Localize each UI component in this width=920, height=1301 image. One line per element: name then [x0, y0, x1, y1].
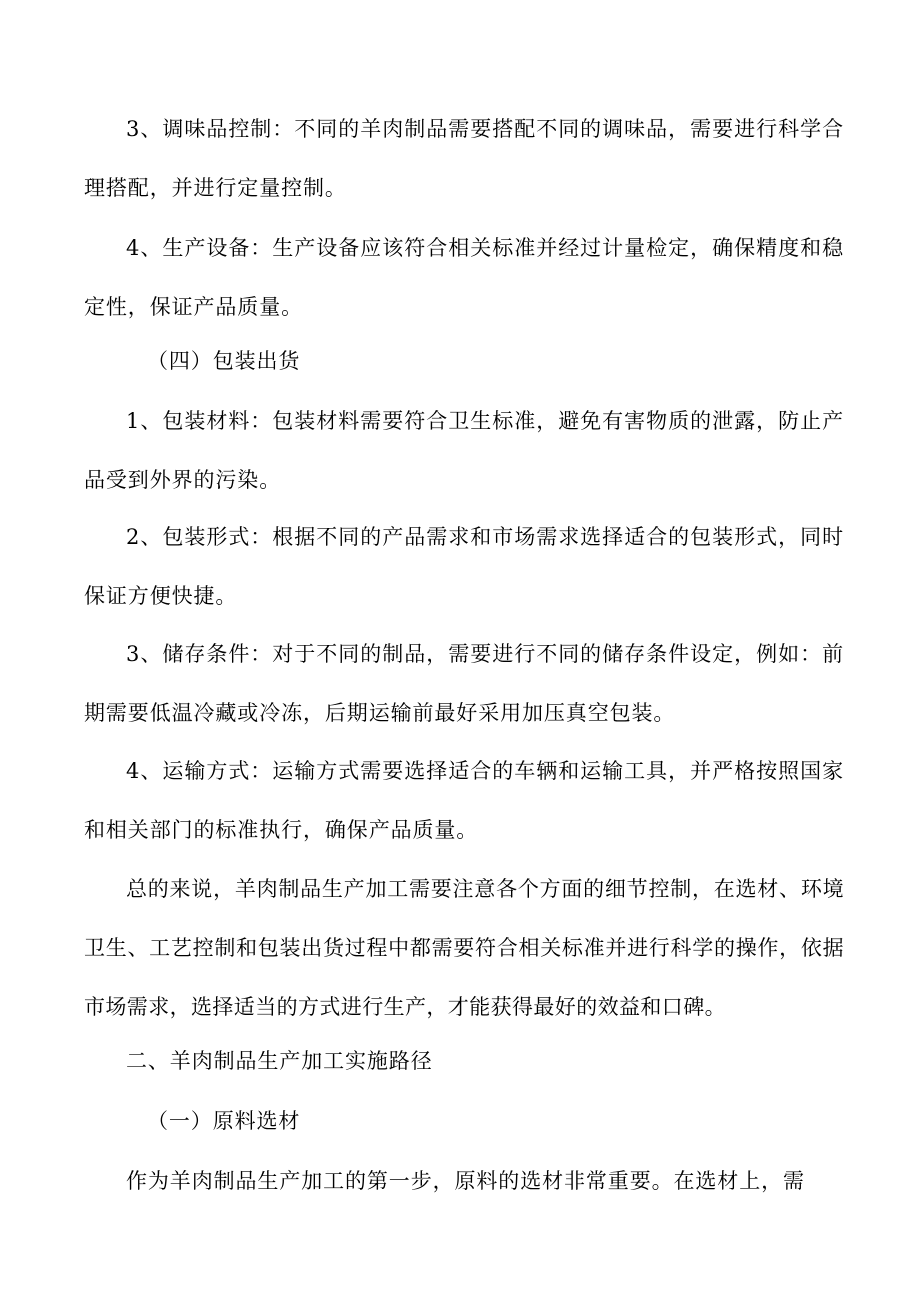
paragraph-packaging-material: 1、包装材料：包装材料需要符合卫生标准，避免有害物质的泄露，防止产品受到外界的污染。 [84, 409, 844, 492]
paragraph-transport-method: 4、运输方式：运输方式需要选择适合的车辆和运输工具，并严格按照国家和相关部门的标准执行，确保产品质量。 [84, 759, 844, 842]
paragraph-summary: 总的来说，羊肉制品生产加工需要注意各个方面的细节控制，在选材、环境卫生、工艺控制和包装出货过程中都需要符合相关标准并进行科学的操作，依据市场需求，选择适当的方式进行生产，才能获得最好的效益和口碑。 [84, 877, 844, 1019]
section-heading-raw-material: （一）原料选材 [147, 1109, 301, 1133]
paragraph-production-equipment: 4、生产设备：生产设备应该符合相关标准并经过计量检定，确保精度和稳定性，保证产品质量。 [84, 236, 844, 319]
paragraph-storage-conditions: 3、储存条件：对于不同的制品，需要进行不同的储存条件设定，例如：前期需要低温冷藏或冷冻，后期运输前最好采用加压真空包装。 [84, 642, 844, 725]
chapter-heading-implementation-path: 二、羊肉制品生产加工实施路径 [126, 1049, 433, 1073]
section-heading-packaging: （四）包装出货 [147, 349, 301, 373]
paragraph-packaging-form: 2、包装形式：根据不同的产品需求和市场需求选择适合的包装形式，同时保证方便快捷。 [84, 525, 844, 608]
paragraph-raw-material-intro: 作为羊肉制品生产加工的第一步，原料的选材非常重要。在选材上，需 [126, 1169, 805, 1193]
paragraph-seasoning-control: 3、调味品控制：不同的羊肉制品需要搭配不同的调味品，需要进行科学合理搭配，并进行定量控制。 [84, 117, 844, 200]
